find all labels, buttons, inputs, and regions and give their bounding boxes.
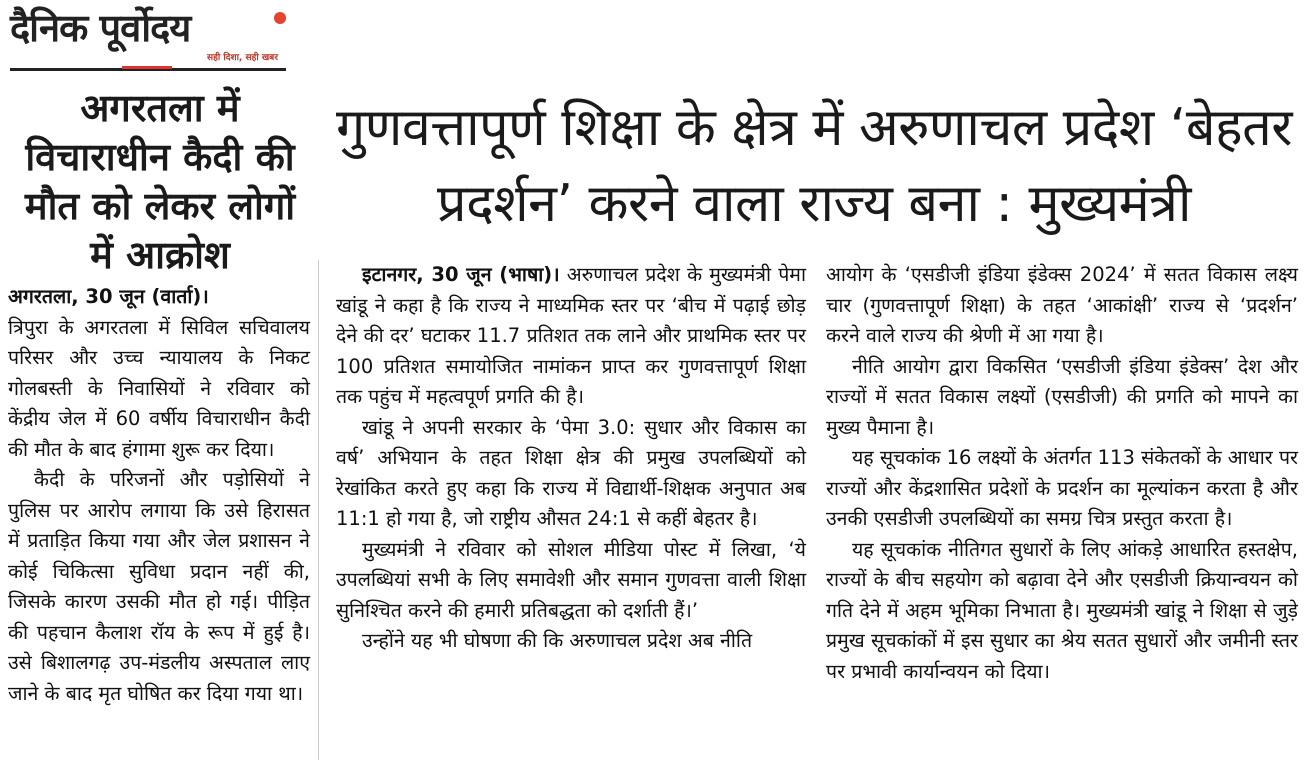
left-story-dateline: अगरतला, 30 जून (वार्ता)। (8, 285, 209, 308)
left-story-body (8, 282, 310, 709)
main-para-6: नीति आयोग द्वारा विकसित ‘एसडीजी इंडिया इंडेक्स’ देश और राज्यों में सतत विकास लक्ष्यों (एसडीजी) की प्रगति को मापने का मुख्य पैमाना है। (826, 354, 1298, 439)
masthead-tagline: सही दिशा, सही खबर (207, 53, 278, 63)
main-para-5: आयोग के ‘एसडीजी इंडिया इंडेक्स 2024’ में सतत विकास लक्ष्य चार (गुणवत्तापूर्ण शिक्षा) के तहत ‘आकांक्षी’ राज्य से ‘प्रदर्शन’ करने वाले राज्य की श्रेणी में आ गया है। (826, 263, 1298, 347)
main-story-dateline: इटानगर, 30 जून (भाषा)। (362, 263, 560, 286)
left-story-para-2: कैदी के परिजनों और पड़ोसियों ने पुलिस पर आरोप लगाया कि उसे हिरासत में प्रताड़ित किया गया और जेल प्रशासन ने कोई चिकित्सा सुविधा प्रदान नहीं की, जिसके कारण उसकी मौत हो गई। पीड़ित की पहचान कैलाश रॉय के रूप में हुई है। उसे बिशालगढ़ उप-मंडलीय अस्पताल लाए जाने के बाद मृत घोषित कर दिया गया था। (8, 468, 310, 705)
masthead-red-rule (122, 66, 172, 69)
main-para-7: यह सूचकांक 16 लक्ष्यों के अंतर्गत 113 संकेतकों के आधार पर राज्यों और केंद्रशासित प्रदेशों के प्रदर्शन का मूल्यांकन करता है और उनकी एसडीजी उपलब्धियों का समग्र चित्र प्रस्तुत करता है। (826, 446, 1298, 530)
main-para-8: यह सूचकांक नीतिगत सुधारों के लिए आंकड़े आधारित हस्तक्षेप, राज्यों के बीच सहयोग को बढ़ावा देने और एसडीजी क्रियान्वयन को गति देने में अहम भूमिका निभाता है। मुख्यमंत्री खांडू ने शिक्षा से जुड़े प्रमुख सूचकांकों में इस सुधार का श्रेय सतत सुधारों और जमीनी स्तर पर प्रभावी कार्यान्वयन को दिया। (826, 537, 1298, 683)
main-story-column-1 (336, 260, 806, 657)
masthead-title: दैनिक पूर्वोदय (10, 6, 191, 50)
main-para-1 (336, 260, 806, 413)
left-story-headline: अगरतला में विचाराधीन कैदी की मौत को लेकर लोगों में आक्रोश (24, 86, 296, 277)
main-para-1-text: अरुणाचल प्रदेश के मुख्यमंत्री पेमा खांडू ने कहा है कि राज्य ने माध्यमिक स्तर पर ‘बीच में पढ़ाई छोड़ देने की दर’ घटाकर 11.7 प्रतिशत तक लाने और प्राथमिक स्तर पर 100 प्रतिशत समायोजित नामांकन प्राप्त कर गुणवत्तापूर्ण शिक्षा तक पहुंच में महत्वपूर्ण प्रगति की है। (336, 263, 806, 408)
main-para-3: मुख्यमंत्री ने रविवार को सोशल मीडिया पोस्ट में लिखा, ‘ये उपलब्धियां सभी के लिए समावेशी और समान गुणवत्ता वाली शिक्षा सुनिश्चित करने की हमारी प्रतिबद्धता को दर्शाती हैं।’ (336, 537, 806, 622)
column-divider (318, 260, 319, 760)
left-story-para-1: त्रिपुरा के अगरतला में सिविल सचिवालय परिसर और उच्च न्यायालय के निकट गोलबस्ती के निवासियों ने रविवार को केंद्रीय जेल में 60 वर्षीय विचाराधीन कैदी की मौत के बाद हंगामा शुरू कर दिया। (8, 315, 310, 461)
main-para-2: खांडू ने अपनी सरकार के ‘पेमा 3.0: सुधार और विकास का वर्ष’ अभियान के तहत शिक्षा क्षेत्र की प्रमुख उपलब्धियों को रेखांकित करते हुए कहा कि राज्य में विद्यार्थी-शिक्षक अनुपात अब 11:1 हो गया है, जो राष्ट्रीय औसत 24:1 से कहीं बेहतर है। (336, 415, 806, 530)
main-story-headline: गुणवत्तापूर्ण शिक्षा के क्षेत्र में अरुणाचल प्रदेश ‘बेहतर प्रदर्शन’ करने वाला राज्य बना : मुख्यमंत्री (335, 98, 1293, 234)
main-para-4: उन्होंने यह भी घोषणा की कि अरुणाचल प्रदेश अब नीति (362, 629, 753, 652)
masthead-dot-icon (274, 12, 286, 24)
masthead (10, 6, 286, 72)
main-story-column-2 (826, 260, 1298, 687)
